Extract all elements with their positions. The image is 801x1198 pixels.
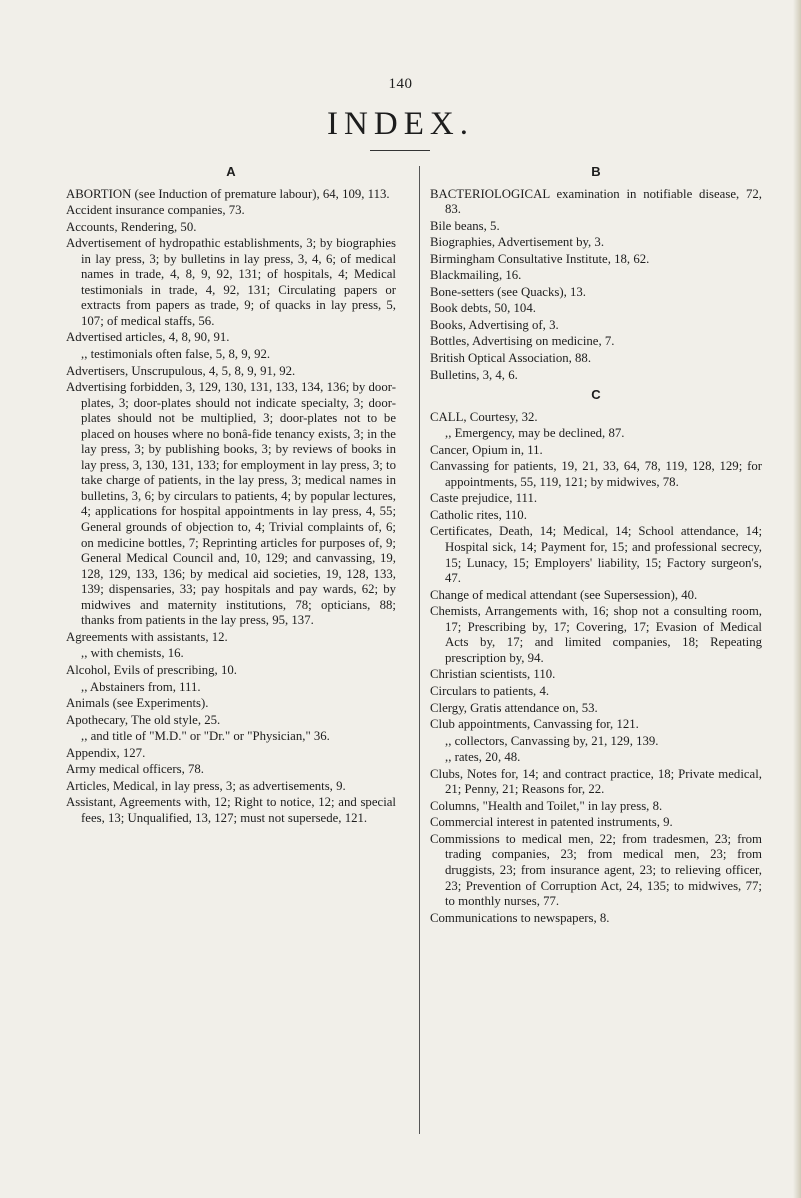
index-entry: Commercial interest in patented instruments, 9.: [430, 815, 673, 830]
index-entry: CALL, Courtesy, 32.: [430, 409, 538, 424]
index-entry: Christian scientists, 110.: [430, 667, 556, 682]
index-entry: Circulars to patients, 4.: [430, 683, 550, 698]
index-subentry: ,, and title of "M.D." or "Dr." or "Physician," 36.: [81, 729, 330, 744]
index-entry: Alcohol, Evils of prescribing, 10.: [66, 662, 237, 677]
index-entry: Certificates, Death, 14; Medical, 14; School attendance, 14; Hospital sick, 14; Payment for, 15; and professional secrecy, 15; Lunacy, 15; Employers' liability, 15; Factory surgeon's, 47.: [430, 524, 762, 586]
entries-c: [430, 410, 762, 927]
index-entry: Caste prejudice, 111.: [430, 491, 538, 506]
index-entry: Advertisement of hydropathic establishments, 3; by biographies in lay press, 3; by bulletins in lay press, 3, 4, 6; of medical names in trade, 4, 8, 9, 92, 131; of hospitals, 4; Medical testimonials in trade, 4, 92, 131; Circulating papers or extracts from papers as trade, 9; of quacks in lay press, 5, 107; of medical staffs, 56.: [66, 236, 396, 328]
column-divider: [419, 166, 420, 1134]
right-column: [430, 160, 762, 927]
page-number: 140: [388, 76, 413, 92]
index-entry: Chemists, Arrangements with, 16; shop not a consulting room, 17; Prescribing by, 17; Covering, 17; Evasion of Medical Acts by, 17; and limited companies, 18; Repeating prescription by, 94.: [430, 604, 762, 665]
index-entry: Clergy, Gratis attendance on, 53.: [430, 700, 598, 715]
entries-b: [430, 187, 762, 384]
index-entry: Bottles, Advertising on medicine, 7.: [430, 334, 615, 349]
index-subentry: ,, Emergency, may be declined, 87.: [445, 426, 625, 441]
index-entry: Club appointments, Canvassing for, 121.: [430, 717, 639, 732]
index-entry: Army medical officers, 78.: [66, 762, 204, 777]
index-subentry: ,, testimonials often false, 5, 8, 9, 92.: [81, 347, 271, 362]
index-entry: Canvassing for patients, 19, 21, 33, 64, 78, 119, 128, 129; for appointments, 55, 119, 121; by midwives, 78.: [430, 459, 762, 489]
index-entry: Advertisers, Unscrupulous, 4, 5, 8, 9, 91, 92.: [66, 363, 296, 378]
title-rule: [370, 150, 430, 151]
index-subentry: ,, collectors, Canvassing by, 21, 129, 139.: [445, 733, 659, 748]
section-letter-c: C: [591, 387, 601, 403]
index-subentry: ,, with chemists, 16.: [81, 646, 184, 661]
index-entry: Birmingham Consultative Institute, 18, 62.: [430, 251, 650, 266]
index-entry: Accounts, Rendering, 50.: [66, 219, 197, 234]
index-entry: Catholic rites, 110.: [430, 507, 527, 522]
entries-a: [66, 187, 396, 827]
index-entry: Columns, "Health and Toilet," in lay press, 8.: [430, 798, 663, 813]
section-letter-a: A: [226, 164, 236, 179]
index-entry: Agreements with assistants, 12.: [66, 629, 228, 644]
index-entry: Change of medical attendant (see Supersession), 40.: [430, 587, 698, 602]
index-entry: Articles, Medical, in lay press, 3; as advertisements, 9.: [66, 778, 346, 793]
index-entry: Apothecary, The old style, 25.: [66, 712, 221, 727]
index-entry: Advertising forbidden, 3, 129, 130, 131, 133, 134, 136; by door-plates, 3; door-plates should not indicate specialty, 3; door-plates should not be multiplied, 3; door-plates not to be placed on houses where no bonâ-fide tenancy exists, 3; in the lay press, 3; by publishing books, 3; by reviews of books in lay press, 3, 130, 131, 133; for employment in lay press, 3; to take charge of patients, in the lay press, 3; medical names in bulletins, 3, 6; by circulars to patients, 4; by popular lectures, 4; applications for hospital appointments in lay press, 4, 55; General grounds of objection to, 4; Trivial complaints of, 6; on medicine bottles, 7; Reprinting articles for purposes of, 9; General Medical Council and, 10, 129; and canvassing, 19, 128, 129, 133, 136; by medical aid societies, 19, 128, 133, 139; dispensaries, 33; pay hospitals and pay wards, 62; by midwives and maternity institutions, 78; opticians, 88; thanks from patients in the lay press, 95, 137.: [66, 380, 396, 628]
index-entry: Accident insurance companies, 73.: [66, 203, 245, 218]
index-title: INDEX.: [327, 106, 474, 142]
index-subentry: ,, rates, 20, 48.: [445, 750, 521, 765]
index-entry: Animals (see Experiments).: [66, 696, 209, 711]
page-edge-shadow: [793, 0, 801, 1198]
index-entry: Assistant, Agreements with, 12; Right to notice, 12; and special fees, 13; Unqualified, 13, 127; must not supersede, 121.: [66, 795, 396, 825]
left-column: [66, 160, 396, 827]
index-entry: Bone-setters (see Quacks), 13.: [430, 284, 586, 299]
index-entry: Commissions to medical men, 22; from tradesmen, 23; from trading companies, 23; from medical men, 23; from druggists, 23; from insurance agent, 23; to relieving officer, 23; Prevention of Corruption Act, 24, 135; to midwives, 77; to monthly nurses, 77.: [430, 831, 762, 909]
index-entry: BACTERIOLOGICAL examination in notifiable disease, 72, 83.: [430, 186, 762, 217]
index-entry: Bulletins, 3, 4, 6.: [430, 367, 518, 382]
index-subentry: ,, Abstainers from, 111.: [81, 679, 201, 694]
index-entry: Communications to newspapers, 8.: [430, 910, 610, 925]
index-entry: Advertised articles, 4, 8, 90, 91.: [66, 330, 230, 345]
index-entry: Cancer, Opium in, 11.: [430, 442, 543, 457]
index-entry: Appendix, 127.: [66, 745, 146, 760]
index-entry: Bile beans, 5.: [430, 218, 500, 233]
index-entry: British Optical Association, 88.: [430, 351, 592, 366]
section-letter-b: B: [591, 164, 601, 179]
index-entry: Biographies, Advertisement by, 3.: [430, 235, 605, 250]
index-entry: Blackmailing, 16.: [430, 268, 522, 283]
index-entry: Clubs, Notes for, 14; and contract practice, 18; Private medical, 21; Penny, 21; Reasons for, 22.: [430, 766, 762, 797]
index-entry: Book debts, 50, 104.: [430, 301, 536, 316]
index-entry: ABORTION (see Induction of premature labour), 64, 109, 113.: [66, 186, 390, 201]
index-entry: Books, Advertising of, 3.: [430, 317, 559, 332]
